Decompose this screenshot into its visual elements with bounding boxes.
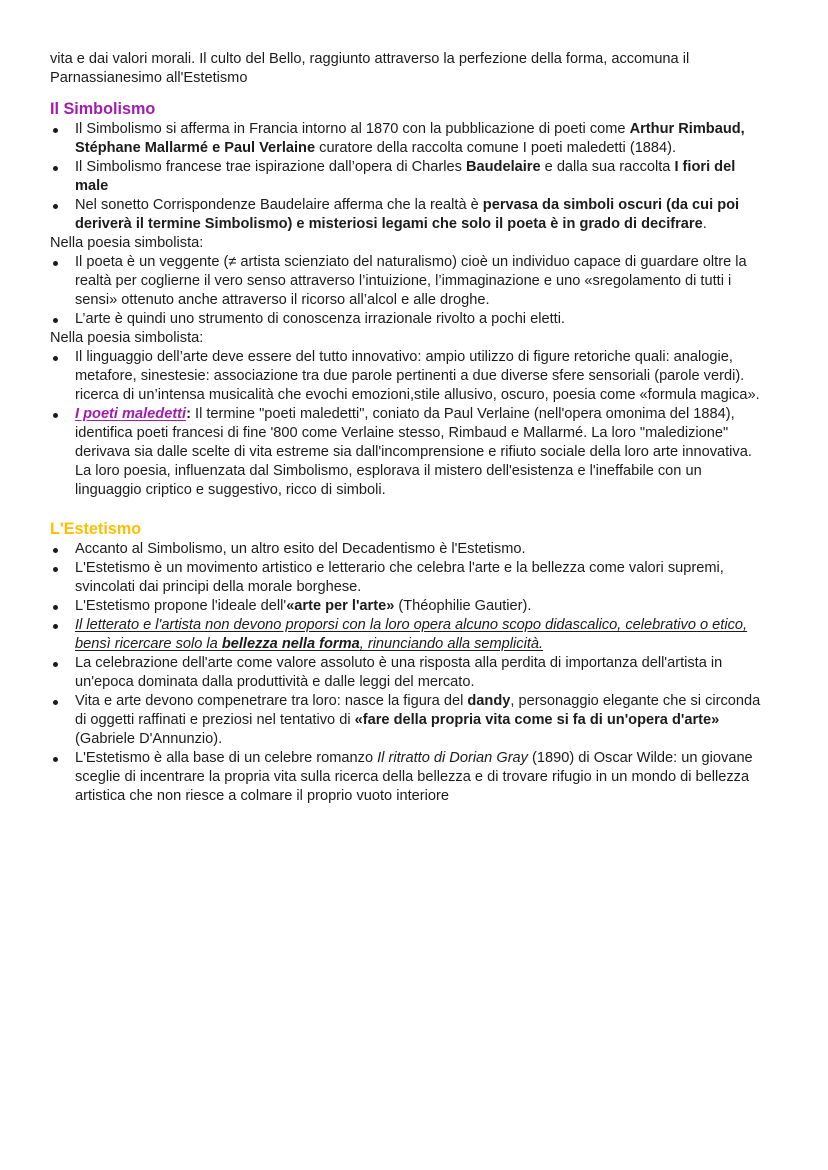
text-line [75,616,790,635]
text-line [50,234,790,253]
plain-text: metafore, sinestesie: associazione tra due parole pertinenti a due diverse sfere sensoriali (parole verdi). [75,368,745,384]
bullet-item [50,749,790,806]
bold-text: dandy [467,693,511,709]
plain-text: Nella poesia simbolista: [50,235,204,251]
plain-text: svincolati dai principi della morale borghese. [75,579,362,595]
bullet-dot [53,624,58,629]
bold-text: male [75,178,109,194]
text-line [75,749,790,768]
plain-text: e dalla sua raccolta [540,159,675,175]
bold-text: Stéphane Mallarmé e Paul Verlaine [75,140,316,156]
text-line [75,348,790,367]
bullet-dot [53,605,58,610]
plain-text: L'Estetismo è un movimento artistico e letterario che celebra l'arte e la bellezza come valori supremi, [75,560,724,576]
bullet-dot [53,548,58,553]
bullet-item [50,559,790,597]
text-line [75,386,790,405]
text-line [75,253,790,272]
plain-text: Parnassianesimo all'Estetismo [50,70,248,86]
plain-text: realtà per coglierne il vero senso attraverso l’intuizione, l’immaginazione e uno «sregolamento di tutti i [75,273,732,289]
bullet-dot [53,757,58,762]
plain-text: (Théophilie Gautier). [394,598,532,614]
italic-underlined-text: Il letterato e l'artista non devono proporsi con la loro opera alcuno scopo didascalico, celebrativo o etico, [75,617,748,633]
plain-text: identifica poeti francesi di fine '800 come Verlaine stesso, Rimbaud e Mallarmé. La loro "maledizione" [75,425,729,441]
italic-underlined-text: bensì ricercare solo la [75,636,222,652]
plain-text: Il poeta è un veggente (≠ artista scienziato del naturalismo) cioè un individuo capace di guardare oltre la [75,254,747,270]
text-line [75,291,790,310]
bullet-dot [53,356,58,361]
text-line [75,215,790,234]
bullet-item [50,196,790,234]
plain-text: L'Estetismo è alla base di un celebre romanzo [75,750,378,766]
plain-text: sceglie di incentrare la propria vita sulla ricerca della bellezza e di trovare rifugio in un mondo di bellezza [75,769,750,785]
bold-text: «fare della propria vita come si fa di un'opera d'arte» [354,712,720,728]
plain-text: curatore della raccolta comune I poeti maledetti (1884). [315,140,677,156]
italic-text: Il ritratto di Dorian Gray [377,750,528,766]
text-line [75,120,790,139]
text-line [75,424,790,443]
plain-text: Il linguaggio dell’arte deve essere del tutto innovativo: ampio utilizzo di figure retoriche quali: analogie, [75,349,733,365]
text-line [75,481,790,500]
bullet-dot [53,204,58,209]
text-line [75,673,790,692]
text-line [75,559,790,578]
plain-text: Accanto al Simbolismo, un altro esito del Decadentismo è l'Estetismo. [75,541,526,557]
text-line [75,787,790,806]
text-line [75,462,790,481]
bullet-dot [53,662,58,667]
text-line [75,367,790,386]
text-line [75,578,790,597]
plain-text: un'epoca dominata dalla produttività e dalle leggi del mercato. [75,674,475,690]
bullet-item [50,405,790,500]
paragraph [50,234,790,253]
text-line [50,69,790,88]
text-line [75,692,790,711]
bullet-dot [53,261,58,266]
bold-text: pervasa da simboli oscuri (da cui poi [482,197,740,213]
section-heading: L'Estetismo [50,520,142,538]
bullet-item [50,120,790,158]
plain-text: L'Estetismo propone l'ideale dell' [75,598,287,614]
bullet-dot [53,700,58,705]
bold-text: I fiori del [674,159,736,175]
purple-bold-italic-underlined-text: I poeti maledetti [75,406,187,422]
bold-text: deriverà il termine Simbolismo) e misteriosi legami che solo il poeta è in grado di decifrare [75,216,703,232]
text-line [75,139,790,158]
text-line [75,177,790,196]
text-line [75,405,790,424]
plain-text: (1890) di Oscar Wilde: un giovane [527,750,753,766]
plain-text: ricerca di un’intensa musicalità che evochi emozioni,stile allusivo, oscuro, poesia come «formula magica». [75,387,760,403]
bullet-item [50,348,790,405]
bold-text: «arte per l'arte» [286,598,395,614]
plain-text: Vita e arte devono compenetrare tra loro: nasce la figura del [75,693,468,709]
text-line [75,635,790,654]
text-line [75,196,790,215]
bullet-item [50,253,790,310]
text-line [75,158,790,177]
italic-underlined-text: , rinunciando alla semplicità. [359,636,544,652]
bold-text: Arthur Rimbaud, [629,121,745,137]
text-line [75,768,790,787]
plain-text: linguaggio criptico e suggestivo, ricco di simboli. [75,482,386,498]
text-line [75,654,790,673]
plain-text: L’arte è quindi uno strumento di conoscenza irrazionale rivolto a pochi eletti. [75,311,565,327]
plain-text: Nel sonetto Corrispondenze Baudelaire afferma che la realtà è [75,197,483,213]
plain-text: Il termine "poeti maledetti", coniato da Paul Verlaine (nell'opera omonima del 1884), [190,406,735,422]
section-heading: Il Simbolismo [50,100,156,118]
bullet-item [50,654,790,692]
plain-text: Il Simbolismo si afferma in Francia intorno al 1870 con la pubblicazione di poeti come [75,121,630,137]
bullet-item [50,597,790,616]
plain-text: (Gabriele D'Annunzio). [75,731,223,747]
text-line [75,730,790,749]
text-line [75,272,790,291]
bullet-item [50,616,790,654]
text-line [50,329,790,348]
text-line [75,597,790,616]
plain-text: vita e dai valori morali. Il culto del Bello, raggiunto attraverso la perfezione della forma, accomuna il [50,51,690,67]
bullet-dot [53,318,58,323]
plain-text: Nella poesia simbolista: [50,330,204,346]
plain-text: Il Simbolismo francese trae ispirazione dall’opera di Charles [75,159,466,175]
bullet-dot [53,166,58,171]
bullet-item [50,310,790,329]
bullet-item [50,158,790,196]
bold-text: Baudelaire [465,159,541,175]
bullet-dot [53,567,58,572]
plain-text: artistica che non riesce a colmare il proprio vuoto interiore [75,788,449,804]
text-line [75,443,790,462]
bullet-dot [53,128,58,133]
plain-text: derivava sia dalle scelte di vita estreme sia dall'incomprensione e rifiuto sociale della loro arte innovativa. [75,444,752,460]
paragraph [50,329,790,348]
section-l-estetismo [50,519,790,806]
section-il-simbolismo [50,99,790,500]
bold-italic-underlined-text: bellezza nella forma [221,636,360,652]
bullet-item [50,692,790,749]
intro-paragraph [50,50,790,88]
plain-text: di oggetti raffinati e preziosi nel tentativo di [75,712,355,728]
bold-text: : [186,406,191,422]
bullet-item [50,540,790,559]
plain-text: sensi» ottenuto anche attraverso il ricorso all’alcol e alle droghe. [75,292,490,308]
text-line [50,50,790,69]
text-line [75,310,790,329]
plain-text: , personaggio elegante che si circonda [510,693,761,709]
bullet-dot [53,413,58,418]
text-line [75,711,790,730]
plain-text: La celebrazione dell'arte come valore assoluto è una risposta alla perdita di importanza dell'artista in [75,655,723,671]
plain-text: . [702,216,707,232]
document-content [50,50,790,806]
text-line [75,540,790,559]
plain-text: La loro poesia, influenzata dal Simbolismo, esplorava il mistero dell'esistenza e l'ineffabile con un [75,463,702,479]
